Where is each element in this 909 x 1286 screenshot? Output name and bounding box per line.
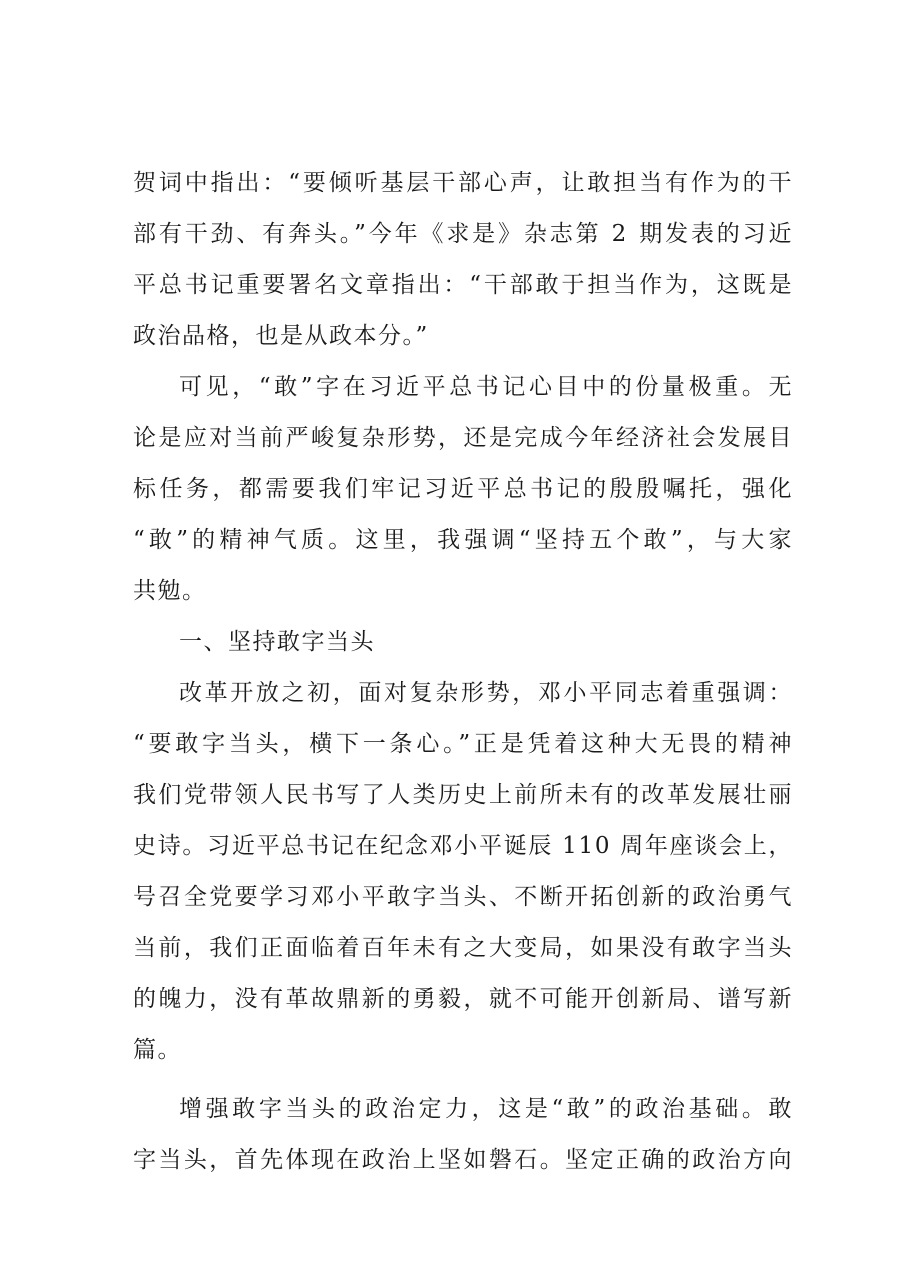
text-line-content: 篇。 (133, 1037, 182, 1063)
text-line (133, 668, 793, 719)
paragraph-political-determination (133, 1084, 796, 1186)
text-line-content: 平总书记重要署名文章指出：“干部敢于担当作为，这既是 (133, 272, 795, 298)
text-line-content: 政治品格，也是从政本分。” (133, 323, 429, 349)
text-line-content: 当前，我们正面临着百年未有之大变局，如果没有敢字当头 (133, 935, 794, 961)
text-line-content: 标任务，都需要我们牢记习近平总书记的殷殷嘱托，强化 (133, 476, 795, 502)
text-line-content: “敢”的精神气质。这里，我强调“坚持五个敢”，与大家 (133, 527, 796, 553)
text-line-content: “要敢字当头，横下一条心。”正是凭着这种大无畏的精神 (133, 731, 796, 757)
text-line (133, 515, 796, 566)
text-line (133, 719, 796, 770)
paragraph-importance-of-dare (133, 362, 796, 617)
text-line-content: 部有干劲、有奔头。”今年《求是》杂志第 2 期发表的习近 (133, 221, 795, 247)
text-line (133, 158, 793, 209)
text-line-content: 我们党带领人民书写了人类历史上前所未有的改革发展壮丽 (133, 782, 794, 808)
text-line-content: 共勉。 (133, 578, 207, 604)
text-line (133, 209, 793, 260)
text-line (133, 1084, 796, 1135)
text-line (133, 260, 793, 311)
text-line-content: 可见，“敢”字在习近平总书记心目中的份量极重。无 (179, 374, 796, 400)
paragraph-spacer (133, 1076, 793, 1084)
text-line-content: 贺词中指出：“要倾听基层干部心声，让敢担当有作为的干 (133, 170, 795, 196)
section-heading (133, 617, 793, 668)
text-line-content: 增强敢字当头的政治定力，这是“敢”的政治基础。敢 (179, 1096, 796, 1122)
section-heading-text: 一、坚持敢字当头 (179, 629, 375, 655)
text-line (133, 770, 793, 821)
paragraph-congratulatory-message (133, 158, 793, 362)
text-line-content: 改革开放之初，面对复杂形势，邓小平同志着重强调： (179, 680, 795, 706)
text-line (133, 974, 793, 1025)
document-body (133, 158, 796, 1186)
paragraph-reform-opening (133, 668, 796, 1076)
text-line (133, 464, 793, 515)
text-line (133, 1025, 793, 1076)
text-line-content: 号召全党要学习邓小平敢字当头、不断开拓创新的政治勇气 (133, 884, 794, 910)
text-line (133, 1135, 793, 1186)
text-line-content: 史诗。习近平总书记在纪念邓小平诞辰 110 周年座谈会上， (133, 833, 794, 859)
text-line (133, 821, 793, 872)
text-line (133, 923, 793, 974)
text-line (133, 413, 793, 464)
text-line-content: 论是应对当前严峻复杂形势，还是完成今年经济社会发展目 (133, 425, 794, 451)
text-line-content: 的魄力，没有革故鼎新的勇毅，就不可能开创新局、谱写新 (133, 986, 794, 1012)
text-line (133, 566, 793, 617)
text-line-content: 字当头，首先体现在政治上坚如磐石。坚定正确的政治方向 (133, 1147, 794, 1173)
text-line (133, 362, 796, 413)
text-line (133, 311, 793, 362)
text-line (133, 872, 793, 923)
